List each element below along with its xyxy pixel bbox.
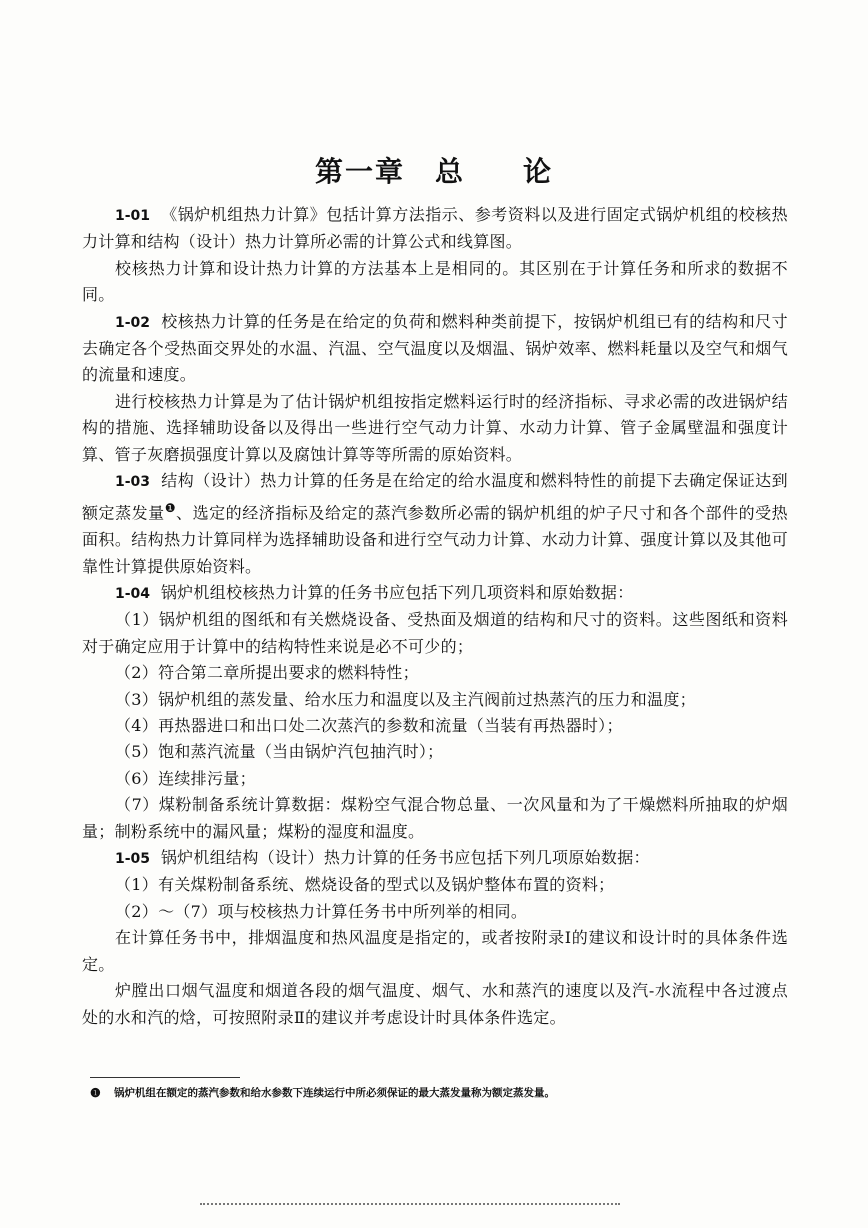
paragraph [82,925,788,978]
paragraph-text: 校核热力计算的任务是在给定的负荷和燃料种类前提下，按锅炉机组已有的结构和尺寸去确定各个受热面交界处的水温、汽温、空气温度以及烟温、锅炉效率、燃料耗量以及空气和烟气的流量和速度。 [82,311,788,385]
paragraph [82,256,788,309]
chapter-title-word-2: 论 [523,155,554,188]
list-item-text: （1）有关煤粉制备系统、燃烧设备的型式以及锅炉整体布置的资料； [115,875,615,895]
paragraph [82,978,788,1031]
paragraph-text: 炉膛出口烟气温度和烟道各段的烟气温度、烟气、水和蒸汽的速度以及汽-水流程中各过渡点处的水和汽的焓，可按照附录Ⅱ的建议并考虑设计时具体条件选定。 [82,981,788,1027]
list-item-text: （4）再热器进口和出口处二次蒸汽的参数和流量（当装有再热器时）； [115,716,623,736]
paragraph-text: 结构（设计）热力计算的任务是在给定的给水温度和燃料特性的前提下去确定保证达到额定蒸发量 [82,471,788,523]
paragraph-text: 在计算任务书中，排烟温度和热风温度是指定的，或者按附录Ⅰ的建议和设计时的具体条件选定。 [82,928,788,974]
list-item [82,660,788,686]
list-item [82,872,788,898]
scan-artifact [200,1203,620,1211]
list-item-text: （2）～（7）项与校核热力计算任务书中所列举的相同。 [115,901,528,921]
section-number: 1-03 [115,474,151,491]
paragraph-text: 、选定的经济指标及给定的蒸汽参数所必需的锅炉机组的炉子尺寸和各个部件的受热面积。结构热力计算同样为选择辅助设备和进行空气动力计算、水动力计算、强度计算以及其他可靠性计算提供原始资料。 [82,503,788,576]
section-number: 1-05 [115,851,151,868]
list-item-text: （3）锅炉机组的蒸发量、给水压力和温度以及主汽阀前过热蒸汽的压力和温度； [115,689,696,709]
paragraph-1-01 [82,202,788,256]
paragraph-text: 锅炉机组校核热力计算的任务书应包括下列几项资料和原始数据： [160,583,634,603]
list-item-text: （6）连续排污量； [115,768,256,788]
list-item [82,899,788,925]
list-item [82,766,788,792]
footnote-marker: ❶ [90,1086,101,1100]
paragraph-1-02 [82,309,788,389]
paragraph-1-05 [82,845,788,872]
footnote-reference[interactable]: ❶ [164,501,177,516]
list-item-text: （1）锅炉机组的图纸和有关燃烧设备、受热面及烟道的结构和尺寸的资料。这些图纸和资料对于确定应用于计算中的结构特性来说是必不可少的； [82,610,788,656]
paragraph-1-04 [82,580,788,607]
paragraph-text: 锅炉机组结构（设计）热力计算的任务书应包括下列几项原始数据： [160,848,650,868]
list-item [82,687,788,713]
paragraph [82,389,788,468]
list-item [82,792,788,845]
chapter-title-number: 第一章 [314,155,405,188]
footnote-text: 锅炉机组在额定的蒸汽参数和给水参数下连续运行中所必须保证的最大蒸发量称为额定蒸发量。 [114,1087,555,1099]
list-item-text: （7）煤粉制备系统计算数据：煤粉空气混合物总量、一次风量和为了干燥燃料所抽取的炉烟量；制粉系统中的漏风量；煤粉的湿度和温度。 [82,795,788,841]
footnote-divider [90,1077,240,1078]
chapter-title-word-1: 总 [434,155,465,188]
paragraph-1-03 [82,468,788,580]
chapter-body [82,202,788,1031]
list-item-text: （2）符合第二章所提出要求的燃料特性； [115,663,419,683]
paragraph-text: 《锅炉机组热力计算》包括计算方法指示、参考资料以及进行固定式锅炉机组的校核热力计算和结构（设计）热力计算所必需的计算公式和线算图。 [82,205,788,252]
list-item [82,739,788,765]
list-item [82,713,788,739]
chapter-title [0,150,868,190]
section-number: 1-01 [115,208,151,224]
paragraph-text: 进行校核热力计算是为了估计锅炉机组按指定燃料运行时的经济指标、寻求必需的改进锅炉结构的措施、选择辅助设备以及得出一些进行空气动力计算、水动力计算、管子金属壁温和强度计算、管子灰磨损强度计算以及腐蚀计算等等所需的原始资料。 [82,391,788,464]
paragraph-text: 校核热力计算和设计热力计算的方法基本上是相同的。其区别在于计算任务和所求的数据不同。 [82,258,788,305]
section-number: 1-04 [115,586,151,603]
list-item-text: （5）饱和蒸汽流量（当由锅炉汽包抽汽时）； [115,742,444,762]
list-item [82,607,788,660]
footnote [90,1086,814,1100]
section-number: 1-02 [115,314,151,331]
